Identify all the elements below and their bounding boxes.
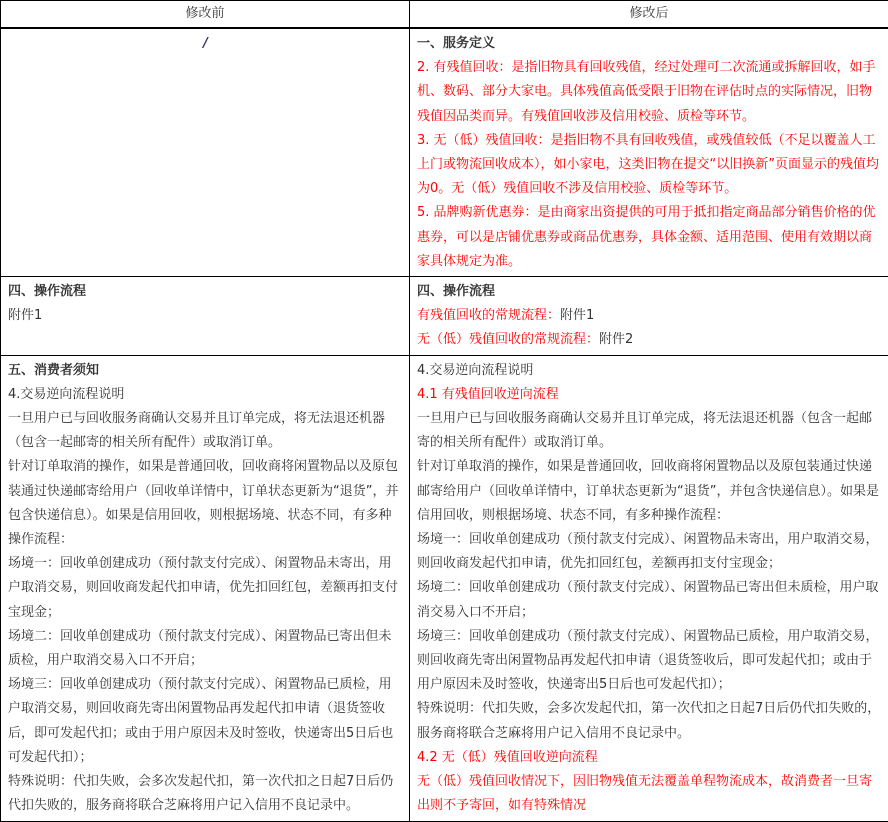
cell-before-process [1,277,410,356]
row-consumer-notice [1,355,888,821]
paragraph: 场境三：回收单创建成功（预付款支付完成）、闲置物品已质检，用户取消交易，则回收商先寄出闲置物品再发起代扣申请（退货签收后，即可发起代扣；或由于用户原因未及时签收，快递寄出5日后也可发起代扣）； [417,625,882,698]
attachment-ref: 附件2 [599,332,633,347]
section-heading: 四、操作流程 [8,280,403,304]
definition-item: 2. 有残值回收：是指旧物具有回收残值，经过处理可二次流通或拆解回收，如手机、数码、部分大家电。具体残值高低受限于旧物在评估时点的实际情况，旧物残值因品类而异。有残值回收涉及信用校验、质检等环节。 [417,56,882,129]
cell-after-definition [410,28,888,277]
section-heading: 一、服务定义 [417,32,882,56]
section-heading: 五、消费者须知 [8,359,403,383]
header-after: 修改后 [410,1,888,29]
row-service-definition [1,28,888,277]
cell-before-definition [1,28,410,277]
paragraph: 场境一：回收单创建成功（预付款支付完成）、闲置物品未寄出，用户取消交易，则回收商发起代扣申请，优先扣回红包，差额再扣支付宝现金； [8,552,403,625]
paragraph: 场境三：回收单创建成功（预付款支付完成）、闲置物品已质检，用户取消交易，则回收商先寄出闲置物品再发起代扣申请（退货签收后，即可发起代扣；或由于用户原因未及时签收，快递寄出5日后也可发起代扣）； [8,673,403,770]
paragraph: 特殊说明：代扣失败，会多次发起代扣，第一次代扣之日起7日后仍代扣失败的，服务商将联合芝麻将用户记入信用不良记录中。 [417,697,882,745]
paragraph: 一旦用户已与回收服务商确认交易并且订单完成，将无法退还机器（包含一起邮寄的相关所有配件）或取消订单。 [8,407,403,455]
definition-item: 5. 品牌购新优惠券：是由商家出资提供的可用于抵扣指定商品部分销售价格的优惠券，可以是店铺优惠券或商品优惠券，具体金额、适用范围、使用有效期以商家具体规定为准。 [417,201,882,274]
attachment-ref: 附件1 [560,308,594,323]
paragraph: 场境一：回收单创建成功（预付款支付完成）、闲置物品未寄出，用户取消交易，则回收商发起代扣申请，优先扣回红包，差额再扣支付宝现金； [417,528,882,576]
subheading: 4.交易逆向流程说明 [8,383,403,407]
section-heading: 四、操作流程 [417,280,882,304]
paragraph: 场境二：回收单创建成功（预付款支付完成）、闲置物品已寄出但未质检，用户取消交易入口不开启； [8,625,403,673]
subheading: 4.交易逆向流程说明 [417,359,882,383]
paragraph: 针对订单取消的操作，如果是普通回收，回收商将闲置物品以及原包装通过快递邮寄给用户（回收单详情中，订单状态更新为“退货”，并包含快递信息）。如果是信用回收，则根据场境、状态不同，有多种操作流程： [417,455,882,528]
process-label: 无（低）残值回收的常规流程： [417,332,599,347]
cell-before-consumer [1,355,410,821]
section-title: 4.2 无（低）残值回收逆向流程 [417,746,882,770]
process-line [417,328,882,352]
row-operation-process [1,277,888,356]
process-line [417,304,882,328]
definition-item: 3. 无（低）残值回收：是指旧物不具有回收残值，或残值较低（不足以覆盖人工上门或物流回收成本），如小家电，这类旧物在提交“以旧换新”页面显示的残值均为0。无（低）残值回收不涉及信用校验、质检等环节。 [417,129,882,202]
cell-after-consumer [410,355,888,821]
paragraph: 无（低）残值回收情况下，因旧物残值无法覆盖单程物流成本，故消费者一旦寄出则不予寄回，如有特殊情况 [417,770,882,818]
header-row [1,1,888,29]
paragraph: 特殊说明：代扣失败，会多次发起代扣，第一次代扣之日起7日后仍代扣失败的，服务商将联合芝麻将用户记入信用不良记录中。 [8,770,403,818]
section-title: 4.1 有残值回收逆向流程 [417,383,882,407]
attachment-ref: 附件1 [8,304,403,328]
process-label: 有残值回收的常规流程： [417,308,560,323]
paragraph: 一旦用户已与回收服务商确认交易并且订单完成，将无法退还机器（包含一起邮寄的相关所有配件）或取消订单。 [417,407,882,455]
empty-placeholder: / [8,32,403,56]
paragraph: 场境二：回收单创建成功（预付款支付完成）、闲置物品已寄出但未质检，用户取消交易入口不开启； [417,576,882,624]
paragraph: 针对订单取消的操作，如果是普通回收，回收商将闲置物品以及原包装通过快递邮寄给用户（回收单详情中，订单状态更新为“退货”，并包含快递信息）。如果是信用回收，则根据场境、状态不同，有多种操作流程： [8,455,403,552]
cell-after-process [410,277,888,356]
header-before: 修改前 [1,1,410,29]
